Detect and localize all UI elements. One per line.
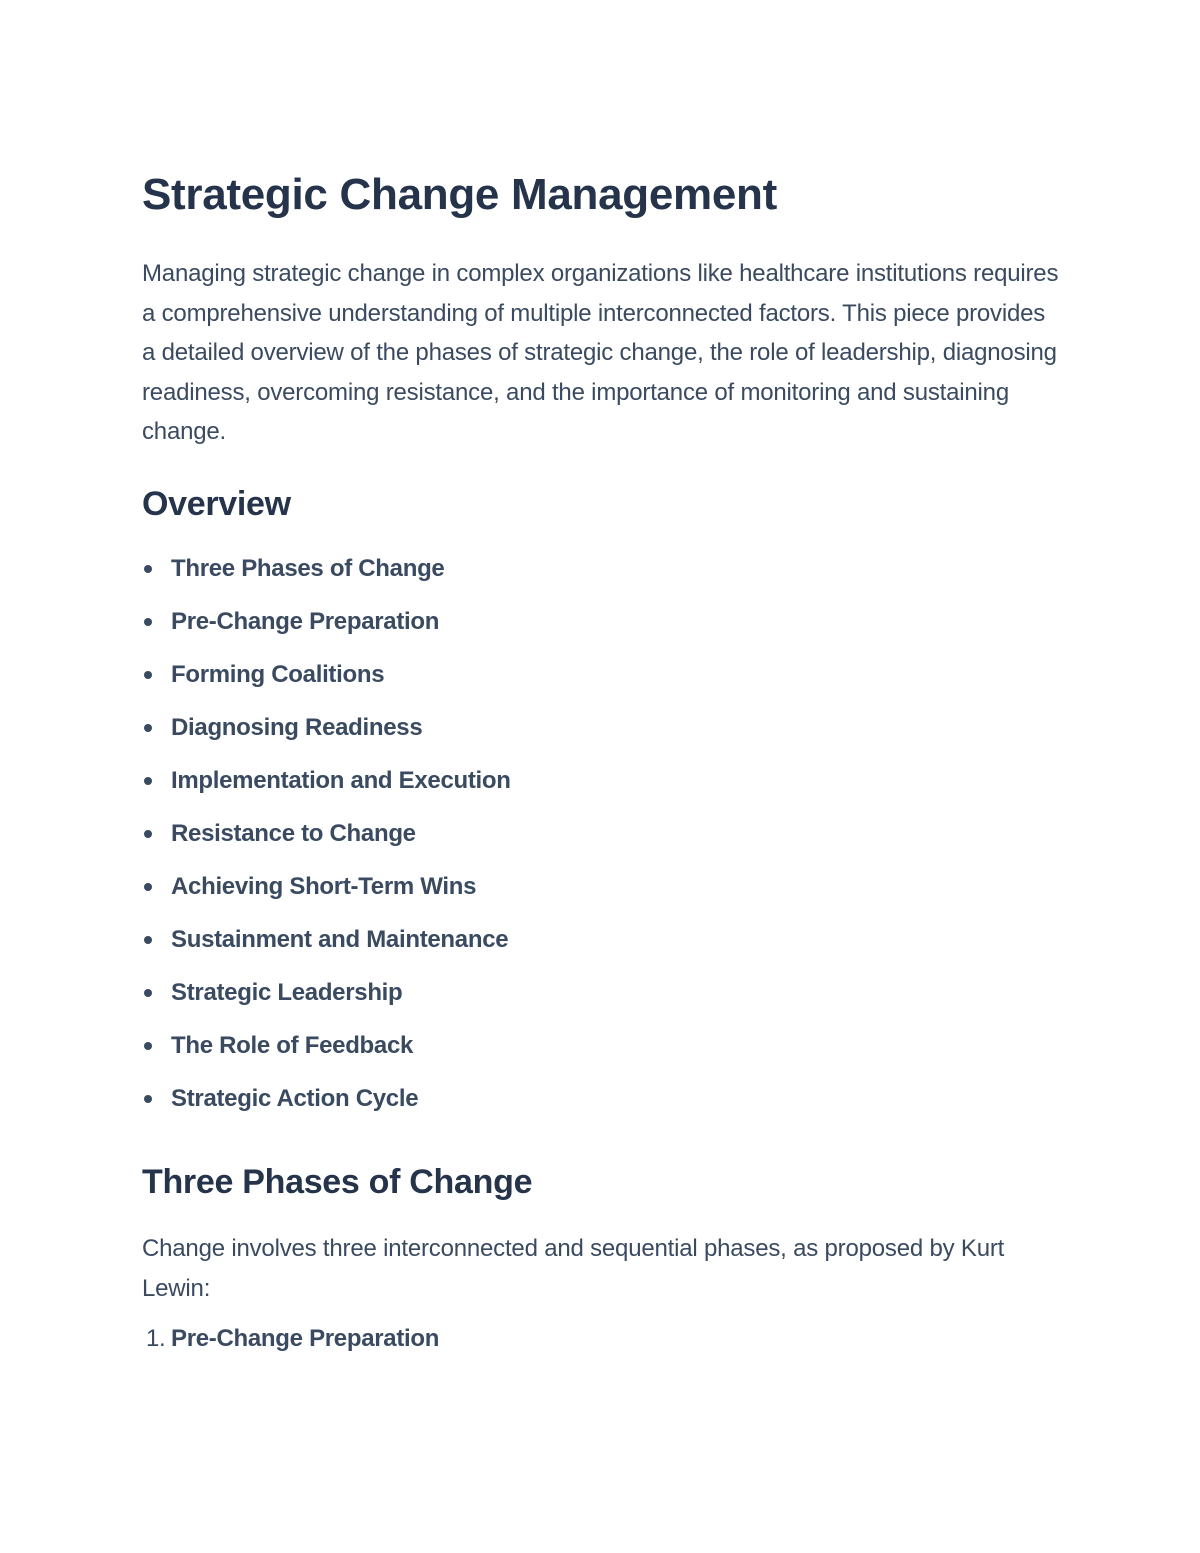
bullet-icon (144, 830, 152, 838)
overview-item-label: Achieving Short-Term Wins (171, 872, 477, 900)
overview-item (142, 658, 1062, 711)
overview-list (142, 552, 1062, 1135)
phases-list (142, 1322, 1062, 1355)
bullet-icon (144, 724, 152, 732)
overview-item (142, 976, 1062, 1029)
bullet-icon (144, 618, 152, 626)
overview-item-label: The Role of Feedback (171, 1031, 414, 1059)
phase-item (142, 1322, 1062, 1355)
bullet-icon (144, 883, 152, 891)
overview-item-label: Pre-Change Preparation (171, 607, 440, 635)
overview-item (142, 1029, 1062, 1082)
overview-item-label: Three Phases of Change (171, 554, 445, 582)
overview-item-label: Sustainment and Maintenance (171, 925, 509, 953)
overview-item-label: Diagnosing Readiness (171, 713, 423, 741)
bullet-icon (144, 671, 152, 679)
overview-item-label: Forming Coalitions (171, 660, 385, 688)
overview-heading: Overview (142, 484, 291, 523)
bullet-icon (144, 777, 152, 785)
overview-item (142, 923, 1062, 976)
phase-item-number: 1. (146, 1325, 166, 1353)
overview-item (142, 605, 1062, 658)
overview-item-label: Resistance to Change (171, 819, 416, 847)
overview-item (142, 817, 1062, 870)
overview-item-label: Implementation and Execution (171, 766, 511, 794)
bullet-icon (144, 565, 152, 573)
bullet-icon (144, 1042, 152, 1050)
overview-item (142, 552, 1062, 605)
phase-item-label: Pre-Change Preparation (171, 1325, 440, 1353)
bullet-icon (144, 936, 152, 944)
page-title: Strategic Change Management (142, 170, 777, 219)
intro-paragraph: Managing strategic change in complex organizations like healthcare institutions requires a comprehensive understanding of multiple interconnected factors. This piece provides a detailed overview of the phases of strategic change, the role of leadership, diagnosing readiness, overcoming resistance, and the importance of monitoring and sustaining change. (142, 260, 1059, 446)
overview-item (142, 870, 1062, 923)
overview-item (142, 764, 1062, 817)
bullet-icon (144, 989, 152, 997)
bullet-icon (144, 1095, 152, 1103)
phases-intro-paragraph: Change involves three interconnected and sequential phases, as proposed by Kurt Lewin: (142, 1234, 1005, 1302)
overview-item-label: Strategic Leadership (171, 978, 403, 1006)
phases-heading: Three Phases of Change (142, 1162, 533, 1201)
document-page (142, 168, 1062, 1355)
overview-item (142, 711, 1062, 764)
overview-item (142, 1082, 1062, 1135)
overview-item-label: Strategic Action Cycle (171, 1084, 419, 1112)
